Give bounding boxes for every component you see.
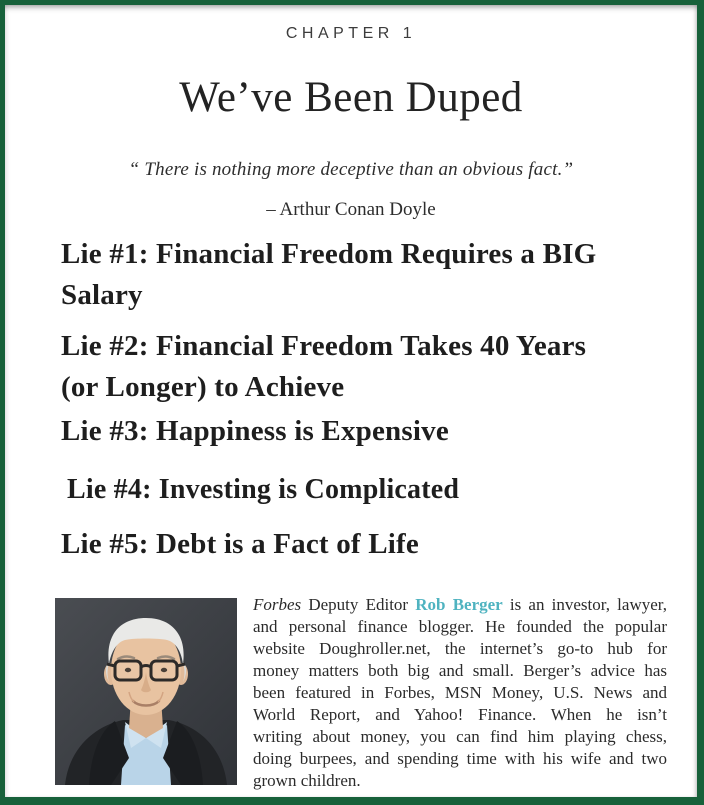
epigraph-attribution: – Arthur Conan Doyle xyxy=(266,199,436,220)
bio-line: been featured in Forbes, MSN Money, U.S. News and xyxy=(253,683,667,702)
bio-line: writing about money, you can find him playing chess, xyxy=(253,727,667,746)
author-photo xyxy=(55,598,237,785)
eye-right xyxy=(161,668,167,672)
bio-line: doing burpees, and spending time with his wife and two xyxy=(253,749,667,768)
glasses-temple-right xyxy=(177,664,185,666)
lie-heading-3 xyxy=(61,411,661,452)
bio-line: money matters both big and small. Berger’s advice has xyxy=(253,661,667,680)
page-title: We’ve Been Duped xyxy=(179,74,523,121)
lie-heading-5 xyxy=(61,524,661,565)
lie-heading-line: Lie #4: Investing is Complicated xyxy=(67,474,460,505)
lie-heading-line: Lie #2: Financial Freedom Takes 40 Years xyxy=(61,330,587,362)
bio-line: and personal finance blogger. He founded the popular xyxy=(253,617,667,636)
bio-text-segment: is an investor, lawyer, xyxy=(509,595,668,614)
lie-heading-line: (or Longer) to Achieve xyxy=(61,371,345,403)
glasses-bridge xyxy=(141,666,151,668)
lie-heading-line: Lie #5: Debt is a Fact of Life xyxy=(61,528,419,560)
lie-heading-line: Lie #3: Happiness is Expensive xyxy=(61,415,449,447)
lie-heading-4 xyxy=(67,469,667,510)
author-name-link: Rob Berger xyxy=(415,595,503,614)
bio-forbes-italic: Forbes xyxy=(253,595,302,614)
lie-heading-2 xyxy=(61,326,661,408)
bio-text-segment: Deputy Editor xyxy=(308,595,409,614)
lie-heading-line: Salary xyxy=(61,279,143,311)
bio-line: World Report, and Yahoo! Finance. When he isn’t xyxy=(253,705,667,724)
bio-line: grown children. xyxy=(253,771,361,790)
bio-line xyxy=(253,594,667,616)
epigraph-quote: “ There is nothing more deceptive than an obvious fact.” xyxy=(128,159,574,180)
chapter-label: CHAPTER 1 xyxy=(285,25,417,42)
eye-left xyxy=(125,668,131,672)
glasses-temple-left xyxy=(107,664,115,666)
lie-heading-1 xyxy=(61,234,661,316)
author-bio xyxy=(253,594,667,792)
lie-heading-line: Lie #1: Financial Freedom Requires a BIG xyxy=(61,238,597,270)
bio-line: website Doughroller.net, the internet’s go-to hub for xyxy=(253,639,667,658)
